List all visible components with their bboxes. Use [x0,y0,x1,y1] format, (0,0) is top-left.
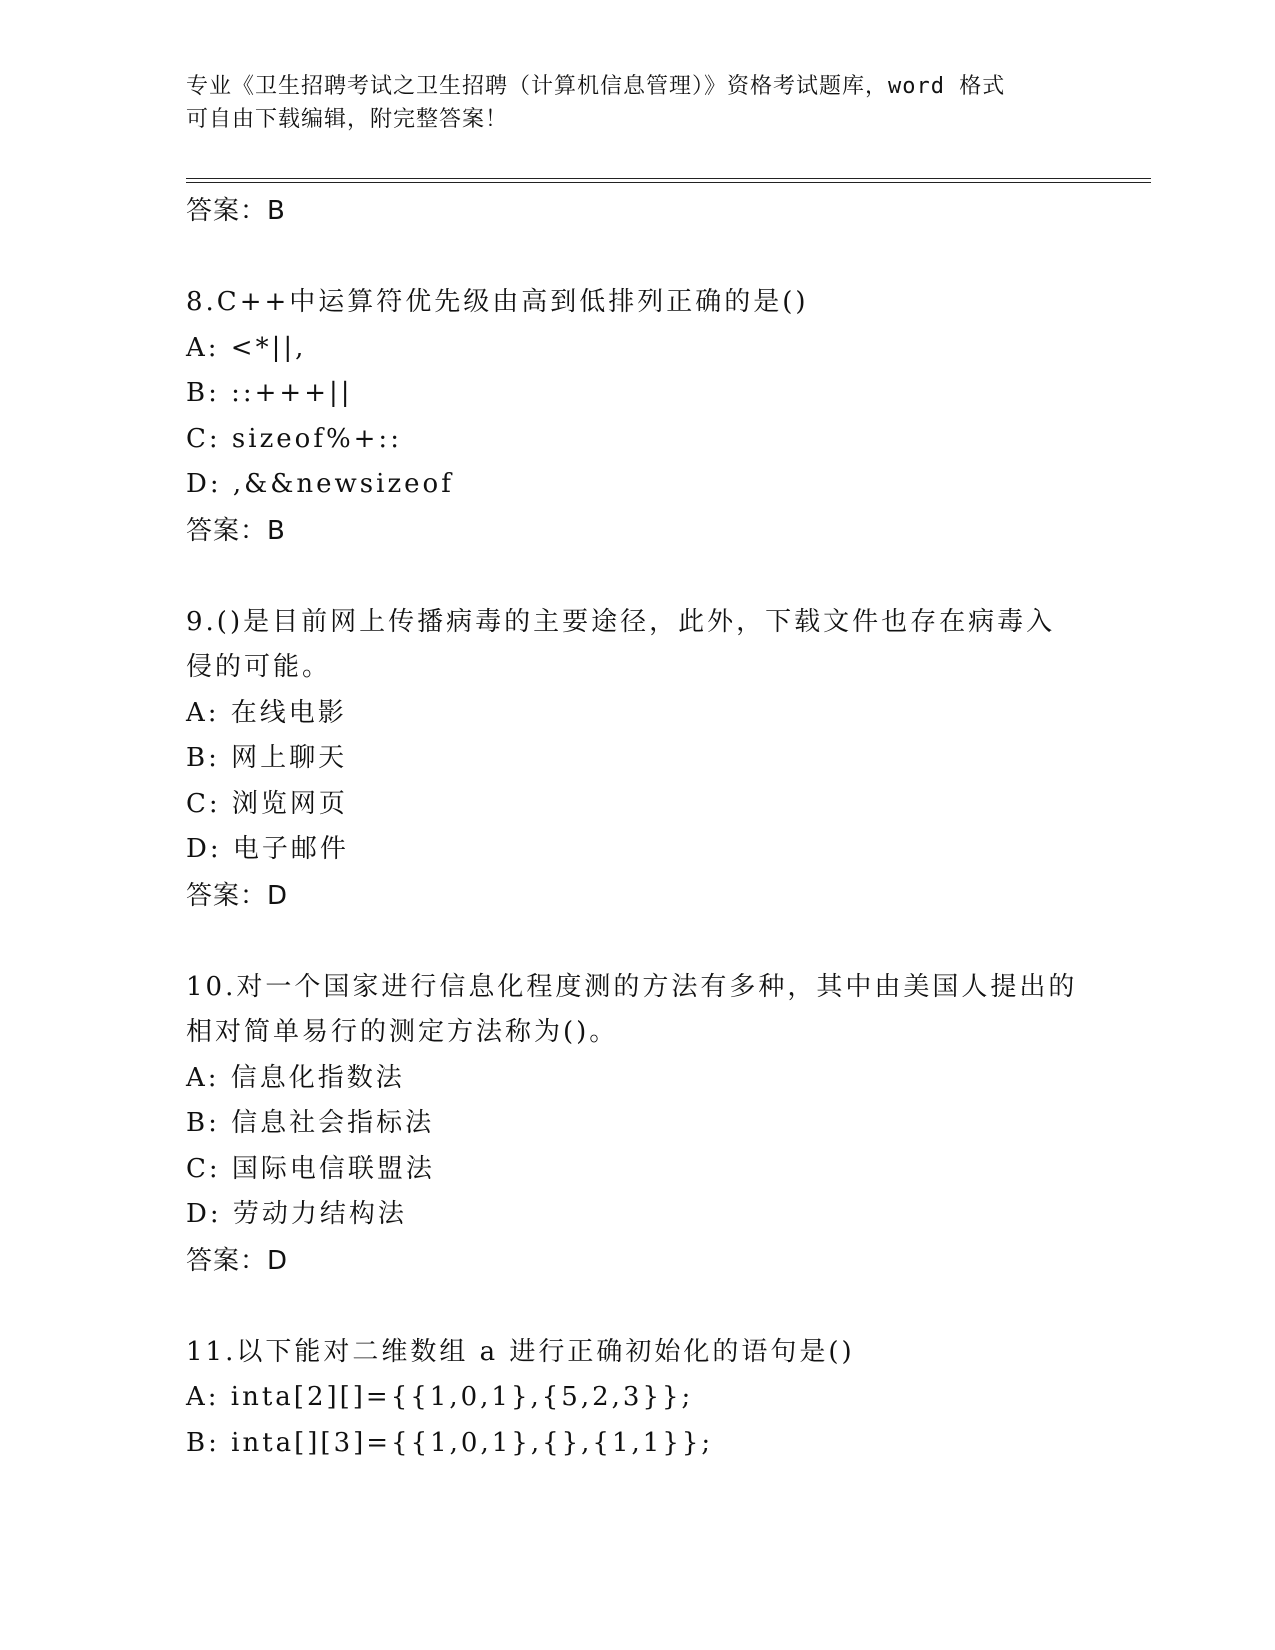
question-text: 11.以下能对二维数组 a 进行正确初始化的语句是() [186,1336,855,1367]
answer-label: 答案：D [186,880,289,911]
spacer [186,919,1151,965]
header-line-1: 专业《卫生招聘考试之卫生招聘（计算机信息管理）》资格考试题库，word 格式 [186,74,1006,99]
answer-label: 答案：B [186,515,286,546]
question-text: 9.()是目前网上传播病毒的主要途径，此外，下载文件也存在病毒入 [186,606,1056,637]
option-b: B: inta[][3]={{1,0,1},{},{1,1}}; [186,1427,714,1458]
option-b: B: 信息社会指标法 [186,1108,435,1138]
question-8 [186,280,1151,554]
option-a: A: <*||, [186,332,307,363]
question-text: 10.对一个国家进行信息化程度测的方法有多种，其中由美国人提出的 [186,971,1078,1002]
answer-label: 答案：B [186,196,286,226]
option-a: A: inta[2][]={{1,0,1},{5,2,3}}; [186,1382,694,1412]
option-d: D: 劳动力结构法 [186,1199,407,1229]
question-text: 8.C++中运算符优先级由高到低排列正确的是() [186,287,809,317]
option-b: B: 网上聊天 [186,743,348,773]
spacer [186,1284,1151,1330]
question-text: 侵的可能。 [186,652,332,682]
option-c: C: sizeof%+:: [186,423,402,454]
option-a: A: 在线电影 [186,697,347,728]
question-11 [186,1330,1151,1467]
question-text: 相对简单易行的测定方法称为()。 [186,1017,619,1047]
option-d: D: 电子邮件 [186,834,349,864]
option-b: B: ::+++|| [186,378,353,408]
spacer [186,554,1151,600]
option-c: C: 浏览网页 [186,788,348,819]
question-9 [186,600,1151,919]
option-a: A: 信息化指数法 [186,1062,405,1093]
question-list [186,188,1151,1466]
header-divider [186,178,1151,183]
question-10 [186,965,1151,1284]
option-c: C: 国际电信联盟法 [186,1153,435,1184]
header-line-2: 可自由下载编辑，附完整答案！ [186,107,509,132]
answer-label: 答案：D [186,1245,289,1276]
option-d: D: ,&&newsizeof [186,469,454,499]
spacer [186,234,1151,280]
document-header [186,70,1066,136]
